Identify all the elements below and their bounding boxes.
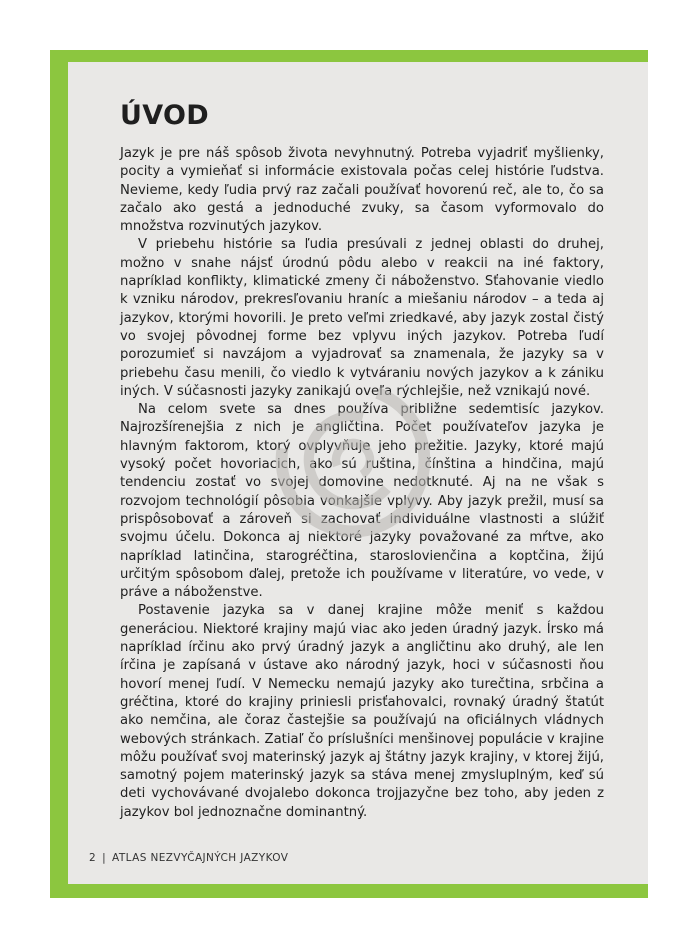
- main-content: [120, 100, 604, 822]
- page-number: 2: [89, 852, 97, 864]
- page-title: ÚVOD: [120, 100, 209, 131]
- paragraph-4: Postavenie jazyka sa v danej krajine môže meniť s každou generáciou. Niektoré krajiny majú viac ako jeden úradný jazyk. Írsko má napríklad írčinu ako prvý úradný jazyk a angličtinu ako druhý, ale len írčina je zapísaná v ústave ako národný jazyk, hoci v súčasnosti ňou hovorí menej ľudí. V Nemecku nemajú jazyky ako turečtina, srbčina a gréčtina, ktoré do krajiny priniesli prisťahovalci, rovnaký úradný štatút ako nemčina, ale čoraz častejšie sa používajú na oficiálnych vládnych webových stránkach. Zatiaľ čo príslušníci menšinovej populácie v krajine môžu používať svoj materinský jazyk aj štátny jazyk krajiny, v ktorej žijú, samotný pojem materinský jazyk sa stáva menej zmysluplným, keď sú deti vychovávané dvojalebo dokonca trojjazyčne bez toho, aby jeden z jazykov bol jednoznačne dominantný.: [120, 603, 604, 820]
- paragraph-3: Na celom svete sa dnes používa približne sedemtisíc jazykov. Najrozšírenejšia z nich je angličtina. Počet používateľov jazyka je hlavným faktorom, ktorý ovplyvňuje jeho prežitie. Jazyky, ktoré majú vysoký počet hovoriacich, ako sú ruština, čínština a hindčina, majú tendenciu zostať vo svojej domovine nedotknuté. Aj na ne však s rozvojom technológií pôsobia vonkajšie vplyvy. Aby jazyk prežil, musí sa prispôsobovať a zároveň si zachovať individuálne vlastnosti a slúžiť svojmu účelu. Dokonca aj niektoré jazyky považované za mŕtve, ako napríklad latinčina, starogréčtina, staroslovienčina a koptčina, žijú určitým spôsobom ďalej, pretože ich používame v literatúre, vo vede, v práve a náboženstve.: [120, 402, 604, 601]
- paragraph-2: V priebehu histórie sa ľudia presúvali z jednej oblasti do druhej, možno v snahe nájsť úrodnú pôdu alebo v reakcii na iné faktory, napríklad konflikty, klimatické zmeny či náboženstvo. Sťahovanie viedlo k vzniku národov, prekresľovaniu hraníc a miešaniu národov – a teda aj jazykov, ktorými hovorili. Je preto veľmi zriedkavé, aby jazyk zostal čistý vo svojej pôvodnej forme bez vplyvu iných jazykov. Potreba ľudí porozumieť si navzájom a vyjadrovať sa znamenala, že jazyky sa v priebehu času menili, čo viedlo k vytváraniu nových jazykov a k zániku iných. V súčasnosti jazyky zanikajú oveľa rýchlejšie, než vznikajú nové.: [120, 237, 604, 399]
- footer-separator: |: [102, 852, 107, 864]
- book-title: ATLAS NEZVYČAJNÝCH JAZYKOV: [112, 852, 289, 864]
- page-footer: [89, 852, 288, 864]
- paragraph-1: Jazyk je pre náš spôsob života nevyhnutný. Potreba vyjadriť myšlienky, pocity a vymieňať si informácie existovala počas celej histórie ľudstva. Nevieme, kedy ľudia prvý raz začali používať hovorenú reč, ale to, čo sa začalo ako gestá a jednoduché zvuky, sa časom vyformovalo do množstva rozvinutých jazykov.: [120, 146, 604, 235]
